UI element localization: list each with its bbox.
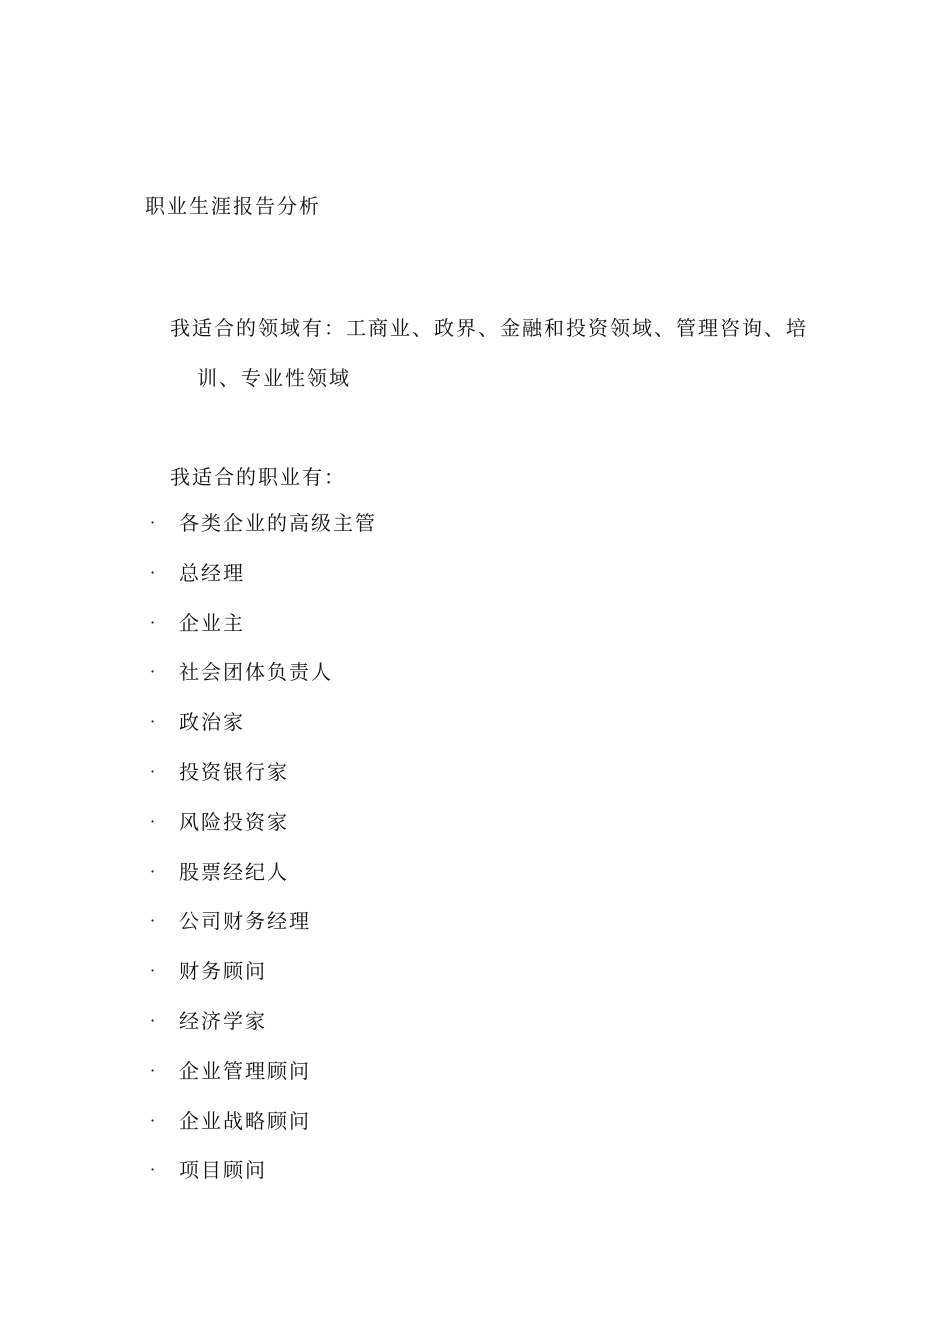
list-item [150, 611, 377, 661]
list-item [150, 1009, 377, 1059]
bullet-icon: · [150, 612, 158, 632]
list-item [150, 710, 377, 760]
list-item [150, 1158, 377, 1208]
bullet-icon: · [150, 513, 158, 532]
bullet-icon: · [150, 1160, 158, 1180]
career-label: 企业主 [179, 610, 245, 635]
bullet-icon: · [150, 712, 158, 732]
list-item [150, 660, 377, 710]
career-label: 各类企业的高级主管 [179, 511, 377, 535]
bullet-icon: · [150, 961, 158, 981]
bullet-icon: · [150, 911, 158, 931]
list-item [150, 860, 377, 910]
page-title: 职业生涯报告分析 [145, 194, 321, 218]
career-label: 财务顾问 [179, 959, 267, 984]
bullet-icon: · [150, 811, 158, 831]
list-item [150, 810, 377, 860]
bullet-icon: · [150, 662, 158, 682]
bullet-icon: · [150, 1010, 158, 1030]
career-label: 公司财务经理 [179, 909, 311, 934]
list-item [150, 1059, 377, 1109]
bullet-icon: · [150, 1110, 158, 1130]
careers-heading: 我适合的职业有： [170, 465, 346, 489]
list-item [150, 959, 377, 1009]
bullet-icon: · [150, 861, 158, 881]
career-label: 企业管理顾问 [179, 1058, 311, 1083]
list-item [150, 1109, 377, 1159]
list-item [150, 511, 377, 561]
bullet-icon: · [150, 562, 158, 582]
fields-text-line2: 训、专业性领域 [197, 366, 351, 390]
career-label: 项目顾问 [179, 1158, 267, 1183]
bullet-icon: · [150, 1060, 158, 1080]
career-label: 风险投资家 [179, 809, 289, 834]
list-item [150, 909, 377, 959]
career-label: 经济学家 [179, 1008, 267, 1033]
list-item [150, 760, 377, 810]
bullet-icon: · [150, 761, 158, 781]
list-item [150, 561, 377, 611]
career-label: 企业战略顾问 [179, 1108, 311, 1133]
career-label: 总经理 [179, 560, 245, 585]
career-list [150, 511, 377, 1208]
career-label: 股票经纪人 [179, 859, 289, 884]
fields-text-line1: 我适合的领域有：工商业、政界、金融和投资领域、管理咨询、培 [170, 316, 808, 340]
career-label: 投资银行家 [179, 759, 289, 784]
career-label: 政治家 [179, 710, 245, 735]
career-label: 社会团体负责人 [179, 660, 333, 685]
